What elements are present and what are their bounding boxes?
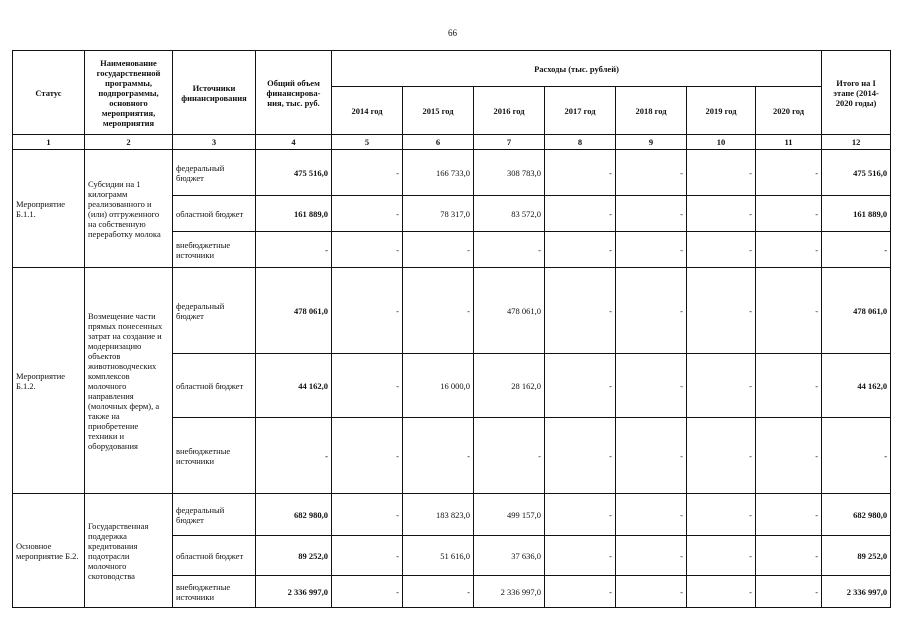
stage-total-cell: 475 516,0 [822, 150, 891, 196]
header-year: 2018 год [616, 87, 687, 135]
year-cell: - [687, 494, 756, 536]
year-cell: - [545, 268, 616, 354]
column-number: 12 [822, 135, 891, 150]
total-cell: 478 061,0 [256, 268, 332, 354]
column-number: 1 [13, 135, 85, 150]
header-year: 2015 год [403, 87, 474, 135]
year-cell: 166 733,0 [403, 150, 474, 196]
column-number: 3 [173, 135, 256, 150]
column-number: 2 [85, 135, 173, 150]
year-cell: - [332, 418, 403, 494]
year-cell: - [687, 196, 756, 232]
year-cell: - [687, 354, 756, 418]
table-row [13, 268, 891, 354]
status-cell: Мероприятие Б.1.2. [13, 268, 85, 494]
column-number: 8 [545, 135, 616, 150]
year-cell: - [616, 576, 687, 608]
table-row [13, 494, 891, 536]
year-cell: - [474, 232, 545, 268]
year-cell: - [687, 232, 756, 268]
year-cell: 78 317,0 [403, 196, 474, 232]
year-cell: - [332, 536, 403, 576]
year-cell: 37 636,0 [474, 536, 545, 576]
year-cell: - [332, 232, 403, 268]
year-cell: - [687, 418, 756, 494]
year-cell: 2 336 997,0 [474, 576, 545, 608]
total-cell: 475 516,0 [256, 150, 332, 196]
year-cell: - [756, 536, 822, 576]
column-number: 4 [256, 135, 332, 150]
year-cell: - [545, 196, 616, 232]
year-cell: 478 061,0 [474, 268, 545, 354]
status-cell: Основное мероприятие Б.2. [13, 494, 85, 608]
year-cell: - [545, 232, 616, 268]
total-cell: 161 889,0 [256, 196, 332, 232]
year-cell: - [616, 536, 687, 576]
year-cell: - [756, 150, 822, 196]
total-cell: - [256, 232, 332, 268]
year-cell: - [545, 494, 616, 536]
year-cell: 83 572,0 [474, 196, 545, 232]
year-cell: - [616, 268, 687, 354]
column-number: 5 [332, 135, 403, 150]
year-cell: - [332, 576, 403, 608]
source-cell: федеральный бюджет [173, 494, 256, 536]
budget-table [12, 50, 891, 608]
year-cell: - [403, 232, 474, 268]
year-cell: - [545, 150, 616, 196]
header-year: 2019 год [687, 87, 756, 135]
source-cell: областной бюджет [173, 354, 256, 418]
total-cell: 89 252,0 [256, 536, 332, 576]
measure-name-cell: Государственная поддержка кредитования подотрасли молочного скотоводства [85, 494, 173, 608]
year-cell: - [545, 418, 616, 494]
year-cell: - [756, 268, 822, 354]
measure-name-cell: Возмещение части прямых понесенных затрат на создание и модернизацию объектов животноводческих комплексов молочного направления (молочных ферм), а также на приобретение техники и оборудования [85, 268, 173, 494]
source-cell: внебюджетные источники [173, 418, 256, 494]
year-cell: - [545, 536, 616, 576]
column-number: 11 [756, 135, 822, 150]
year-cell: - [332, 268, 403, 354]
stage-total-cell: - [822, 418, 891, 494]
header-stage-total: Итого на I этапе (2014-2020 годы) [822, 51, 891, 135]
stage-total-cell: 682 980,0 [822, 494, 891, 536]
header-year: 2014 год [332, 87, 403, 135]
total-cell: 2 336 997,0 [256, 576, 332, 608]
year-cell: - [616, 354, 687, 418]
year-cell: - [687, 576, 756, 608]
measure-name-cell: Субсидии на 1 килограмм реализованного и (или) отгруженного на собственную переработку молока [85, 150, 173, 268]
year-cell: - [756, 494, 822, 536]
status-cell: Мероприятие Б.1.1. [13, 150, 85, 268]
year-cell: 308 783,0 [474, 150, 545, 196]
column-number: 7 [474, 135, 545, 150]
column-number: 9 [616, 135, 687, 150]
total-cell: 44 162,0 [256, 354, 332, 418]
header-status: Статус [13, 51, 85, 135]
year-cell: - [403, 576, 474, 608]
source-cell: внебюджетные источники [173, 576, 256, 608]
year-cell: - [616, 150, 687, 196]
year-cell: - [545, 576, 616, 608]
source-cell: внебюджетные источники [173, 232, 256, 268]
year-cell: - [756, 576, 822, 608]
header-year: 2020 год [756, 87, 822, 135]
year-cell: - [332, 196, 403, 232]
year-cell: - [756, 418, 822, 494]
year-cell: - [616, 418, 687, 494]
year-cell: - [616, 196, 687, 232]
column-number: 10 [687, 135, 756, 150]
year-cell: - [616, 494, 687, 536]
source-cell: областной бюджет [173, 196, 256, 232]
header-row-top [13, 51, 891, 87]
year-cell: 28 162,0 [474, 354, 545, 418]
stage-total-cell: 44 162,0 [822, 354, 891, 418]
year-cell: - [756, 354, 822, 418]
stage-total-cell: 161 889,0 [822, 196, 891, 232]
source-cell: федеральный бюджет [173, 150, 256, 196]
total-cell: - [256, 418, 332, 494]
year-cell: - [756, 232, 822, 268]
table-row [13, 150, 891, 196]
header-year: 2017 год [545, 87, 616, 135]
year-cell: 51 616,0 [403, 536, 474, 576]
year-cell: - [403, 418, 474, 494]
year-cell: 16 000,0 [403, 354, 474, 418]
year-cell: - [687, 536, 756, 576]
year-cell: - [332, 150, 403, 196]
year-cell: - [332, 494, 403, 536]
year-cell: - [403, 268, 474, 354]
stage-total-cell: 89 252,0 [822, 536, 891, 576]
year-cell: - [474, 418, 545, 494]
header-total-volume: Общий объем финансирова-ния, тыс. руб. [256, 51, 332, 135]
total-cell: 682 980,0 [256, 494, 332, 536]
header-sources: Источники финансирования [173, 51, 256, 135]
year-cell: - [687, 150, 756, 196]
year-cell: 183 823,0 [403, 494, 474, 536]
stage-total-cell: - [822, 232, 891, 268]
column-number-row [13, 135, 891, 150]
year-cell: - [616, 232, 687, 268]
column-number: 6 [403, 135, 474, 150]
year-cell: 499 157,0 [474, 494, 545, 536]
page-number: 66 [448, 28, 457, 38]
source-cell: областной бюджет [173, 536, 256, 576]
header-expenses: Расходы (тыс. рублей) [332, 51, 822, 87]
source-cell: федеральный бюджет [173, 268, 256, 354]
year-cell: - [545, 354, 616, 418]
year-cell: - [756, 196, 822, 232]
header-year: 2016 год [474, 87, 545, 135]
header-name: Наименование государственной программы, подпрограммы, основного мероприятия, мероприятия [85, 51, 173, 135]
stage-total-cell: 2 336 997,0 [822, 576, 891, 608]
stage-total-cell: 478 061,0 [822, 268, 891, 354]
year-cell: - [332, 354, 403, 418]
year-cell: - [687, 268, 756, 354]
